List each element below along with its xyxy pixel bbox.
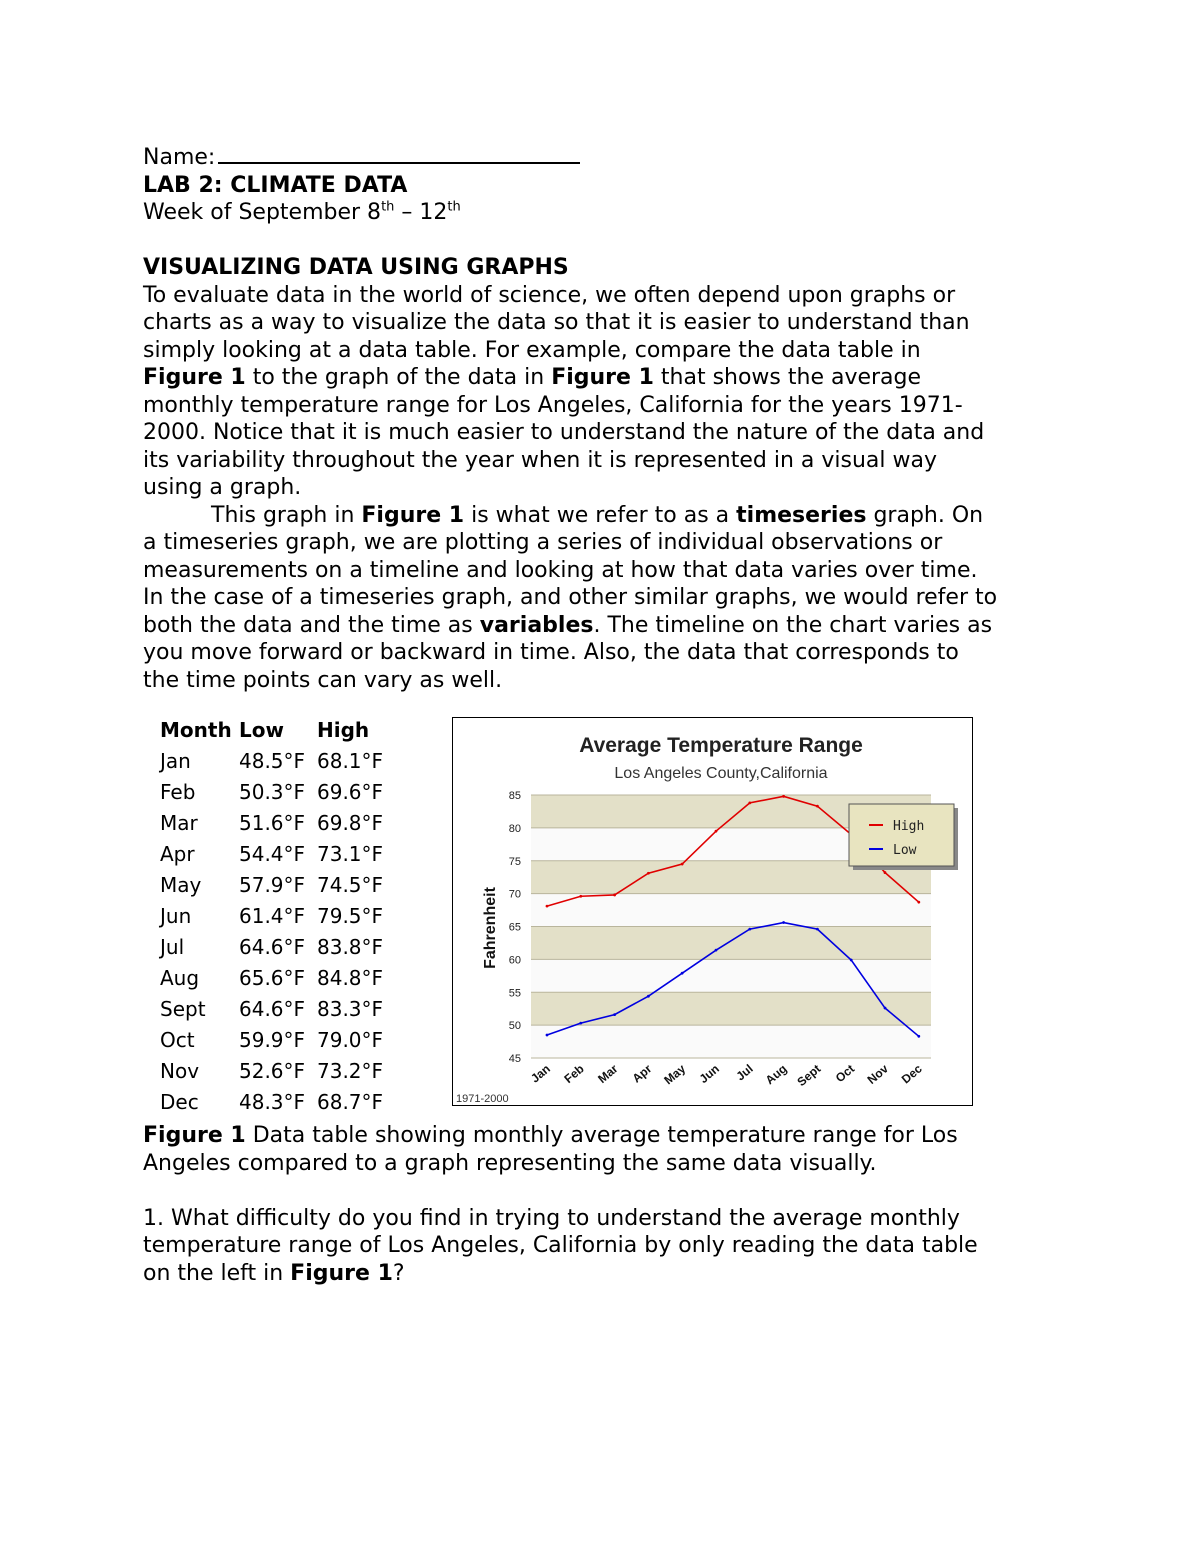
legend-label: High [893,819,925,834]
chart-footnote: 1971-2000 [456,1093,509,1105]
question-1: temperature range of Los Angeles, California by only reading the data table [143,1233,978,1258]
document-body [143,142,1073,694]
data-point-high [816,805,819,808]
figure-caption: Figure 1 Data table showing monthly average temperature range for Los Angeles compared to a graph representing the same data visually. 1. What difficulty do you find in trying to understand the average monthly temperature range of Los Angeles, California by only reading the data table on the left in Figure 1? [143,1122,1073,1287]
data-point-high [884,871,887,874]
low-cell: 48.3°F [239,1090,306,1114]
month-cell: May [160,873,202,897]
y-tick-label: 60 [508,954,521,967]
data-point-high [613,894,616,897]
high-cell: 73.2°F [317,1059,384,1083]
high-cell: 83.3°F [317,997,384,1021]
data-point-high [681,863,684,866]
grid-band [531,1025,931,1058]
column-header: Low [239,718,284,742]
month-cell: Jun [160,904,192,928]
column-header: Month [160,718,232,742]
data-point-low [816,928,819,931]
grid-band [531,927,931,960]
paragraph-line: both the data and the time as variables. The timeline on the chart varies as [143,612,993,638]
y-tick-label: 80 [508,822,521,835]
y-tick-label: 55 [508,987,521,1000]
name-line [143,142,1073,172]
column-header: High [317,718,370,742]
data-point-low [579,1022,582,1025]
temperature-chart [452,717,973,1106]
caption-figure-ref: Figure 1 [143,1123,246,1148]
high-cell: 83.8°F [317,935,384,959]
x-tick-label: Apr [629,1061,655,1086]
data-point-high [546,905,549,908]
chart-svg [453,718,974,1107]
month-cell: Oct [160,1028,195,1052]
month-cell: Nov [160,1059,200,1083]
lab-title: LAB 2: CLIMATE DATA [143,172,408,198]
y-axis-label: Fahrenheit [482,887,499,969]
paragraph-line: monthly temperature range for Los Angeles, California for the years 1971- [143,392,963,418]
month-cell: Aug [160,966,200,990]
paragraph-line: its variability throughout the year when it is represented in a visual way [143,447,937,473]
y-tick-label: 65 [508,921,521,934]
grid-band [531,894,931,927]
low-cell: 52.6°F [239,1059,306,1083]
data-point-low [546,1034,549,1037]
week-line: Week of September 8th – 12th [143,199,461,225]
paragraph-line: measurements on a timeline and looking at how that data varies over time. [143,557,978,583]
name-label: Name: [143,145,216,170]
x-tick-label: Sept [794,1061,824,1090]
x-tick-label: Jul [733,1061,756,1084]
x-tick-label: Jan [528,1061,553,1086]
high-cell: 73.1°F [317,842,384,866]
x-tick-label: May [661,1061,689,1088]
data-point-high [579,895,582,898]
month-cell: Dec [160,1090,199,1114]
x-tick-label: Mar [595,1061,621,1087]
low-cell: 54.4°F [239,842,306,866]
y-tick-label: 50 [508,1020,521,1033]
paragraph-line: the time points can vary as well. [143,667,503,693]
high-cell: 74.5°F [317,873,384,897]
data-point-high [715,830,718,833]
paragraph-line: 2000. Notice that it is much easier to understand the nature of the data and [143,420,985,445]
y-tick-label: 70 [508,888,521,901]
high-cell: 79.0°F [317,1028,384,1052]
low-cell: 65.6°F [239,966,306,990]
data-point-high [647,872,650,875]
high-cell: 84.8°F [317,966,384,990]
x-tick-label: Dec [898,1061,925,1087]
high-cell: 69.8°F [317,811,384,835]
low-cell: 51.6°F [239,811,306,835]
low-cell: 57.9°F [239,873,306,897]
low-cell: 50.3°F [239,780,306,804]
data-point-high [782,795,785,798]
low-cell: 48.5°F [239,749,306,773]
low-cell: 64.6°F [239,935,306,959]
x-tick-label: Jun [696,1061,722,1087]
data-point-low [884,1007,887,1010]
paragraph-line: To evaluate data in the world of science, we often depend upon graphs or [143,282,956,308]
chart-title: Average Temperature Range [579,734,863,757]
month-cell: Mar [160,811,198,835]
paragraph-line: In the case of a timeseries graph, and other similar graphs, we would refer to [143,585,998,610]
x-tick-label: Nov [864,1061,891,1087]
question-1: 1. What difficulty do you find in trying to understand the average monthly [143,1205,960,1231]
y-tick-label: 45 [508,1053,521,1065]
data-point-low [613,1013,616,1016]
section-heading: VISUALIZING DATA USING GRAPHS [143,255,569,280]
x-tick-label: Oct [832,1061,858,1086]
y-tick-label: 85 [508,790,521,802]
name-blank[interactable] [218,142,580,164]
month-cell: Jul [160,935,185,959]
data-point-low [917,1035,920,1038]
paragraph-line: charts as a way to visualize the data so that it is easier to understand than [143,310,970,335]
data-point-low [748,928,751,931]
high-cell: 68.7°F [317,1090,384,1114]
low-cell: 64.6°F [239,997,306,1021]
paragraph-line: a timeseries graph, we are plotting a series of individual observations or [143,530,943,555]
data-point-low [850,959,853,962]
paragraph-line: This graph in Figure 1 is what we refer to as a timeseries graph. On [211,502,984,528]
question-1: on the left in Figure 1? [143,1260,405,1286]
high-cell: 69.6°F [317,780,384,804]
data-point-low [647,995,650,998]
month-cell: Sept [160,997,206,1021]
low-cell: 59.9°F [239,1028,306,1052]
y-tick-label: 75 [508,855,521,868]
data-point-high [748,801,751,804]
paragraph-line: Figure 1 to the graph of the data in Figure 1 that shows the average [143,365,922,390]
high-cell: 79.5°F [317,904,384,928]
data-point-low [681,972,684,975]
legend-label: Low [893,843,917,858]
paragraph-line: simply looking at a data table. For example, compare the data table in [143,337,921,363]
x-tick-label: Aug [762,1061,790,1088]
paragraph-line: you move forward or backward in time. Also, the data that corresponds to [143,640,959,665]
x-tick-label: Feb [561,1061,587,1087]
data-point-high [917,901,920,904]
month-cell: Feb [160,780,196,804]
month-cell: Apr [160,842,195,866]
chart-subtitle: Los Angeles County,California [614,765,828,782]
data-point-low [782,921,785,924]
paragraph-line: using a graph. [143,475,302,500]
high-cell: 68.1°F [317,749,384,773]
low-cell: 61.4°F [239,904,306,928]
data-point-low [715,949,718,952]
month-cell: Jan [160,749,191,773]
